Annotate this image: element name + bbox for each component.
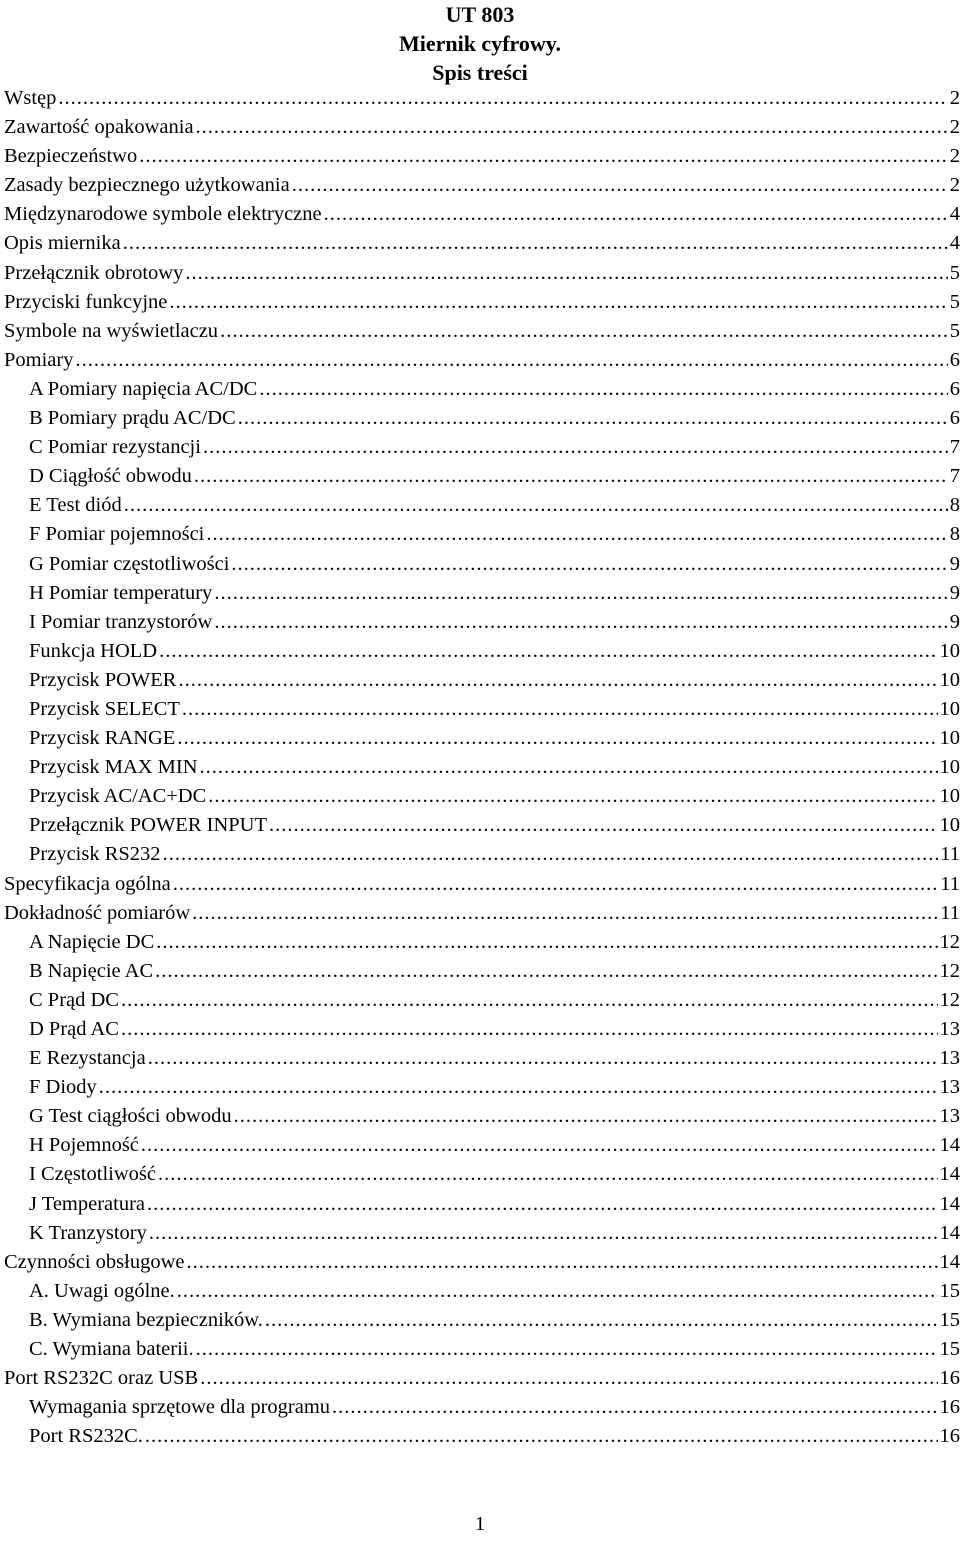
toc-entry[interactable]	[4, 229, 960, 258]
toc-entry-page: 2	[949, 116, 960, 139]
toc-entry-label: B Pomiary prądu AC/DC	[29, 407, 236, 430]
toc-entry-page: 14	[939, 1221, 960, 1244]
toc-entry[interactable]	[4, 782, 960, 811]
toc-entry[interactable]	[4, 1015, 960, 1044]
toc-entry-label: Międzynarodowe symbole elektryczne	[4, 203, 322, 226]
toc-entry[interactable]	[4, 753, 960, 782]
toc-entry-label: H Pomiar temperatury	[29, 581, 213, 604]
toc-entry-label: Dokładność pomiarów	[4, 901, 191, 924]
toc-entry-page: 9	[949, 581, 960, 604]
toc-entry-label: E Rezystancja	[29, 1047, 146, 1070]
toc-entry-page: 6	[949, 377, 960, 400]
toc-entry[interactable]	[4, 1277, 960, 1306]
toc-entry-label: Przycisk POWER	[29, 668, 177, 691]
toc-entry[interactable]	[4, 200, 960, 229]
toc-entry-label: D Prąd AC	[29, 1018, 119, 1040]
toc-entry-page: 2	[949, 174, 960, 197]
toc-dot-leader	[121, 986, 938, 1015]
toc-dot-leader	[187, 1248, 938, 1277]
toc-dot-leader	[192, 899, 938, 928]
toc-entry-page: 6	[949, 407, 960, 430]
toc-entry-page: 4	[949, 203, 960, 226]
toc-entry-page: 14	[939, 1163, 960, 1186]
toc-entry[interactable]	[4, 899, 960, 928]
toc-dot-leader	[123, 229, 948, 258]
model-title: UT 803	[445, 2, 515, 27]
toc-entry[interactable]	[4, 259, 960, 288]
toc-entry-page: 10	[939, 785, 960, 808]
toc-entry[interactable]	[4, 462, 960, 491]
toc-entry[interactable]	[4, 666, 960, 695]
toc-entry-label: Przełącznik obrotowy	[4, 261, 184, 284]
toc-entry[interactable]	[4, 84, 960, 113]
toc-entry-label: Zawartość opakowania	[4, 116, 194, 139]
toc-dot-leader	[148, 1044, 938, 1073]
toc-entry-page: 10	[939, 697, 960, 720]
toc-entry[interactable]	[4, 1364, 960, 1393]
toc-dot-leader	[141, 1131, 938, 1160]
toc-dot-leader	[196, 113, 948, 142]
toc-entry[interactable]	[4, 142, 960, 171]
toc-entry-label: D Ciągłość obwodu	[29, 465, 192, 488]
document-subtitle: Miernik cyfrowy.	[398, 31, 562, 56]
toc-dot-leader	[214, 608, 947, 637]
toc-entry-label: Przycisk RS232	[29, 843, 161, 866]
toc-dot-leader	[75, 346, 947, 375]
toc-entry-page: 14	[939, 1192, 960, 1215]
toc-dot-leader	[208, 782, 937, 811]
toc-entry-label: Przycisk AC/AC+DC	[29, 785, 207, 808]
toc-entry[interactable]	[4, 870, 960, 899]
toc-entry-page: 8	[949, 523, 960, 546]
toc-entry[interactable]	[4, 346, 960, 375]
toc-entry-page: 12	[939, 988, 960, 1011]
toc-dot-leader	[194, 462, 948, 491]
toc-entry-page: 5	[949, 290, 960, 313]
toc-entry[interactable]	[4, 1335, 960, 1364]
toc-entry-page: 9	[949, 552, 960, 575]
toc-entry-label: E Test diód	[29, 494, 122, 517]
toc-entry-label: Zasady bezpiecznego użytkowania	[4, 174, 290, 197]
toc-entry[interactable]	[4, 928, 960, 957]
document-header	[0, 0, 960, 87]
toc-entry-page: 13	[939, 1105, 960, 1128]
toc-entry[interactable]	[4, 171, 960, 200]
toc-entry-label: Symbole na wyświetlaczu	[4, 319, 219, 342]
toc-entry-page: 8	[949, 494, 960, 517]
toc-entry[interactable]	[4, 433, 960, 462]
page-number: 1	[474, 1513, 486, 1535]
toc-dot-leader	[269, 811, 938, 840]
toc-entry-label: F Pomiar pojemności	[29, 523, 205, 546]
toc-dot-leader	[324, 200, 948, 229]
toc-entry[interactable]	[4, 986, 960, 1015]
toc-dot-leader	[203, 433, 948, 462]
toc-entry-page: 16	[939, 1396, 960, 1419]
toc-entry-label: A Pomiary napięcia AC/DC	[29, 377, 258, 400]
toc-entry-label: G Test ciągłości obwodu	[29, 1105, 232, 1128]
toc-entry-label: I Częstotliwość	[29, 1163, 156, 1186]
toc-dot-leader	[159, 637, 937, 666]
toc-entry-label: J Temperatura	[29, 1192, 146, 1215]
toc-entry-page: 5	[949, 261, 960, 284]
toc-entry[interactable]	[4, 1422, 960, 1451]
toc-entry-page: 10	[939, 727, 960, 750]
toc-dot-leader	[124, 491, 948, 520]
toc-entry-label: K Tranzystory	[29, 1221, 147, 1244]
toc-dot-leader	[265, 1306, 938, 1335]
toc-dot-leader	[185, 259, 947, 288]
toc-entry-label: C. Wymiana baterii.	[29, 1338, 194, 1361]
toc-entry-label: Czynności obsługowe	[4, 1250, 185, 1273]
toc-entry-label: Wymagania sprzętowe dla programu	[29, 1396, 331, 1419]
toc-entry-label: I Pomiar tranzystorów	[29, 610, 213, 633]
toc-dot-leader	[332, 1393, 937, 1422]
table-of-contents	[4, 84, 960, 1451]
toc-entry[interactable]	[4, 840, 960, 869]
toc-dot-leader	[200, 1364, 937, 1393]
toc-entry[interactable]	[4, 550, 960, 579]
toc-dot-leader	[58, 84, 947, 113]
toc-dot-leader	[173, 870, 938, 899]
toc-entry-page: 14	[939, 1250, 960, 1273]
toc-title: Spis treści	[432, 60, 528, 85]
toc-dot-leader	[177, 724, 937, 753]
toc-dot-leader	[200, 753, 938, 782]
toc-dot-leader	[206, 520, 947, 549]
toc-entry-page: 13	[939, 1018, 960, 1040]
toc-dot-leader	[145, 1422, 938, 1451]
toc-dot-leader	[147, 1190, 937, 1219]
toc-entry-label: Specyfikacja ogólna	[4, 872, 171, 895]
toc-dot-leader	[182, 695, 938, 724]
toc-entry-label: Port RS232C.	[29, 1425, 143, 1448]
toc-entry-label: Pomiary	[4, 348, 74, 371]
toc-entry-label: Funkcja HOLD	[29, 639, 158, 662]
toc-dot-leader	[178, 666, 937, 695]
toc-entry[interactable]	[4, 608, 960, 637]
toc-entry-label: Przycisk SELECT	[29, 697, 180, 720]
toc-entry-label: Przełącznik POWER INPUT	[29, 814, 267, 837]
toc-entry-page: 10	[939, 814, 960, 837]
toc-dot-leader	[238, 404, 948, 433]
toc-entry[interactable]	[4, 113, 960, 142]
toc-entry-page: 12	[939, 959, 960, 982]
toc-entry-page: 13	[939, 1047, 960, 1070]
toc-entry[interactable]	[4, 724, 960, 753]
toc-dot-leader	[158, 1160, 938, 1189]
toc-entry-page: 15	[939, 1338, 960, 1361]
toc-entry-label: F Diody	[29, 1076, 97, 1099]
toc-dot-leader	[121, 1015, 938, 1044]
toc-dot-leader	[155, 957, 937, 986]
toc-dot-leader	[259, 375, 947, 404]
toc-entry-page: 11	[940, 901, 960, 924]
toc-entry[interactable]	[4, 811, 960, 840]
toc-entry[interactable]	[4, 288, 960, 317]
toc-entry[interactable]	[4, 375, 960, 404]
toc-entry-label: C Pomiar rezystancji	[29, 436, 201, 459]
toc-entry-page: 11	[940, 872, 960, 895]
toc-entry-page: 15	[939, 1308, 960, 1331]
toc-entry-label: Port RS232C oraz USB	[4, 1367, 199, 1390]
toc-entry-label: A. Uwagi ogólne.	[29, 1279, 175, 1302]
toc-entry-label: Przycisk MAX MIN	[29, 756, 198, 779]
toc-dot-leader	[214, 579, 947, 608]
toc-entry-page: 16	[939, 1367, 960, 1390]
toc-entry-label: Bezpieczeństwo	[4, 145, 138, 168]
toc-entry-label: A Napięcie DC	[29, 930, 155, 953]
toc-entry-label: B. Wymiana bezpieczników.	[29, 1308, 263, 1331]
toc-entry[interactable]	[4, 1044, 960, 1073]
toc-entry-page: 14	[939, 1134, 960, 1157]
toc-dot-leader	[139, 142, 948, 171]
toc-entry-label: Opis miernika	[4, 232, 121, 255]
toc-entry[interactable]	[4, 1102, 960, 1131]
toc-dot-leader	[231, 550, 947, 579]
toc-entry[interactable]	[4, 579, 960, 608]
toc-entry[interactable]	[4, 1190, 960, 1219]
toc-entry-page: 15	[939, 1279, 960, 1302]
toc-entry[interactable]	[4, 317, 960, 346]
toc-entry[interactable]	[4, 695, 960, 724]
toc-entry-page: 6	[949, 348, 960, 371]
toc-dot-leader	[169, 288, 947, 317]
toc-entry[interactable]	[4, 1160, 960, 1189]
toc-entry-page: 10	[939, 756, 960, 779]
toc-entry[interactable]	[4, 1219, 960, 1248]
toc-dot-leader	[149, 1219, 938, 1248]
toc-entry[interactable]	[4, 520, 960, 549]
toc-entry[interactable]	[4, 491, 960, 520]
toc-dot-leader	[156, 928, 937, 957]
toc-dot-leader	[220, 317, 948, 346]
toc-entry[interactable]	[4, 1248, 960, 1277]
toc-entry-page: 16	[939, 1425, 960, 1448]
toc-entry-label: Przyciski funkcyjne	[4, 290, 168, 313]
toc-entry-page: 12	[939, 930, 960, 953]
toc-dot-leader	[177, 1277, 938, 1306]
toc-entry-label: G Pomiar częstotliwości	[29, 552, 230, 575]
toc-entry-label: Przycisk RANGE	[29, 727, 176, 750]
toc-entry-page: 10	[939, 639, 960, 662]
toc-entry-page: 7	[949, 436, 960, 459]
toc-entry-label: H Pojemność	[29, 1134, 139, 1157]
toc-dot-leader	[163, 840, 939, 869]
toc-entry-page: 5	[949, 319, 960, 342]
toc-entry-page: 13	[939, 1076, 960, 1099]
toc-entry-page: 11	[940, 843, 960, 866]
toc-entry[interactable]	[4, 637, 960, 666]
toc-entry-page: 2	[949, 145, 960, 168]
toc-dot-leader	[196, 1335, 938, 1364]
toc-entry-page: 4	[949, 232, 960, 255]
toc-entry[interactable]	[4, 1131, 960, 1160]
toc-entry-page: 9	[949, 610, 960, 633]
toc-entry-label: B Napięcie AC	[29, 959, 154, 982]
toc-entry[interactable]	[4, 1306, 960, 1335]
toc-entry[interactable]	[4, 957, 960, 986]
toc-dot-leader	[234, 1102, 938, 1131]
toc-entry-label: C Prąd DC	[29, 988, 119, 1011]
toc-entry[interactable]	[4, 404, 960, 433]
toc-dot-leader	[99, 1073, 938, 1102]
toc-entry[interactable]	[4, 1393, 960, 1422]
toc-entry-page: 2	[949, 87, 960, 109]
toc-entry-page: 10	[939, 668, 960, 691]
toc-entry-label: Wstęp	[4, 87, 57, 109]
toc-entry-page: 7	[949, 465, 960, 488]
toc-dot-leader	[292, 171, 948, 200]
toc-entry[interactable]	[4, 1073, 960, 1102]
